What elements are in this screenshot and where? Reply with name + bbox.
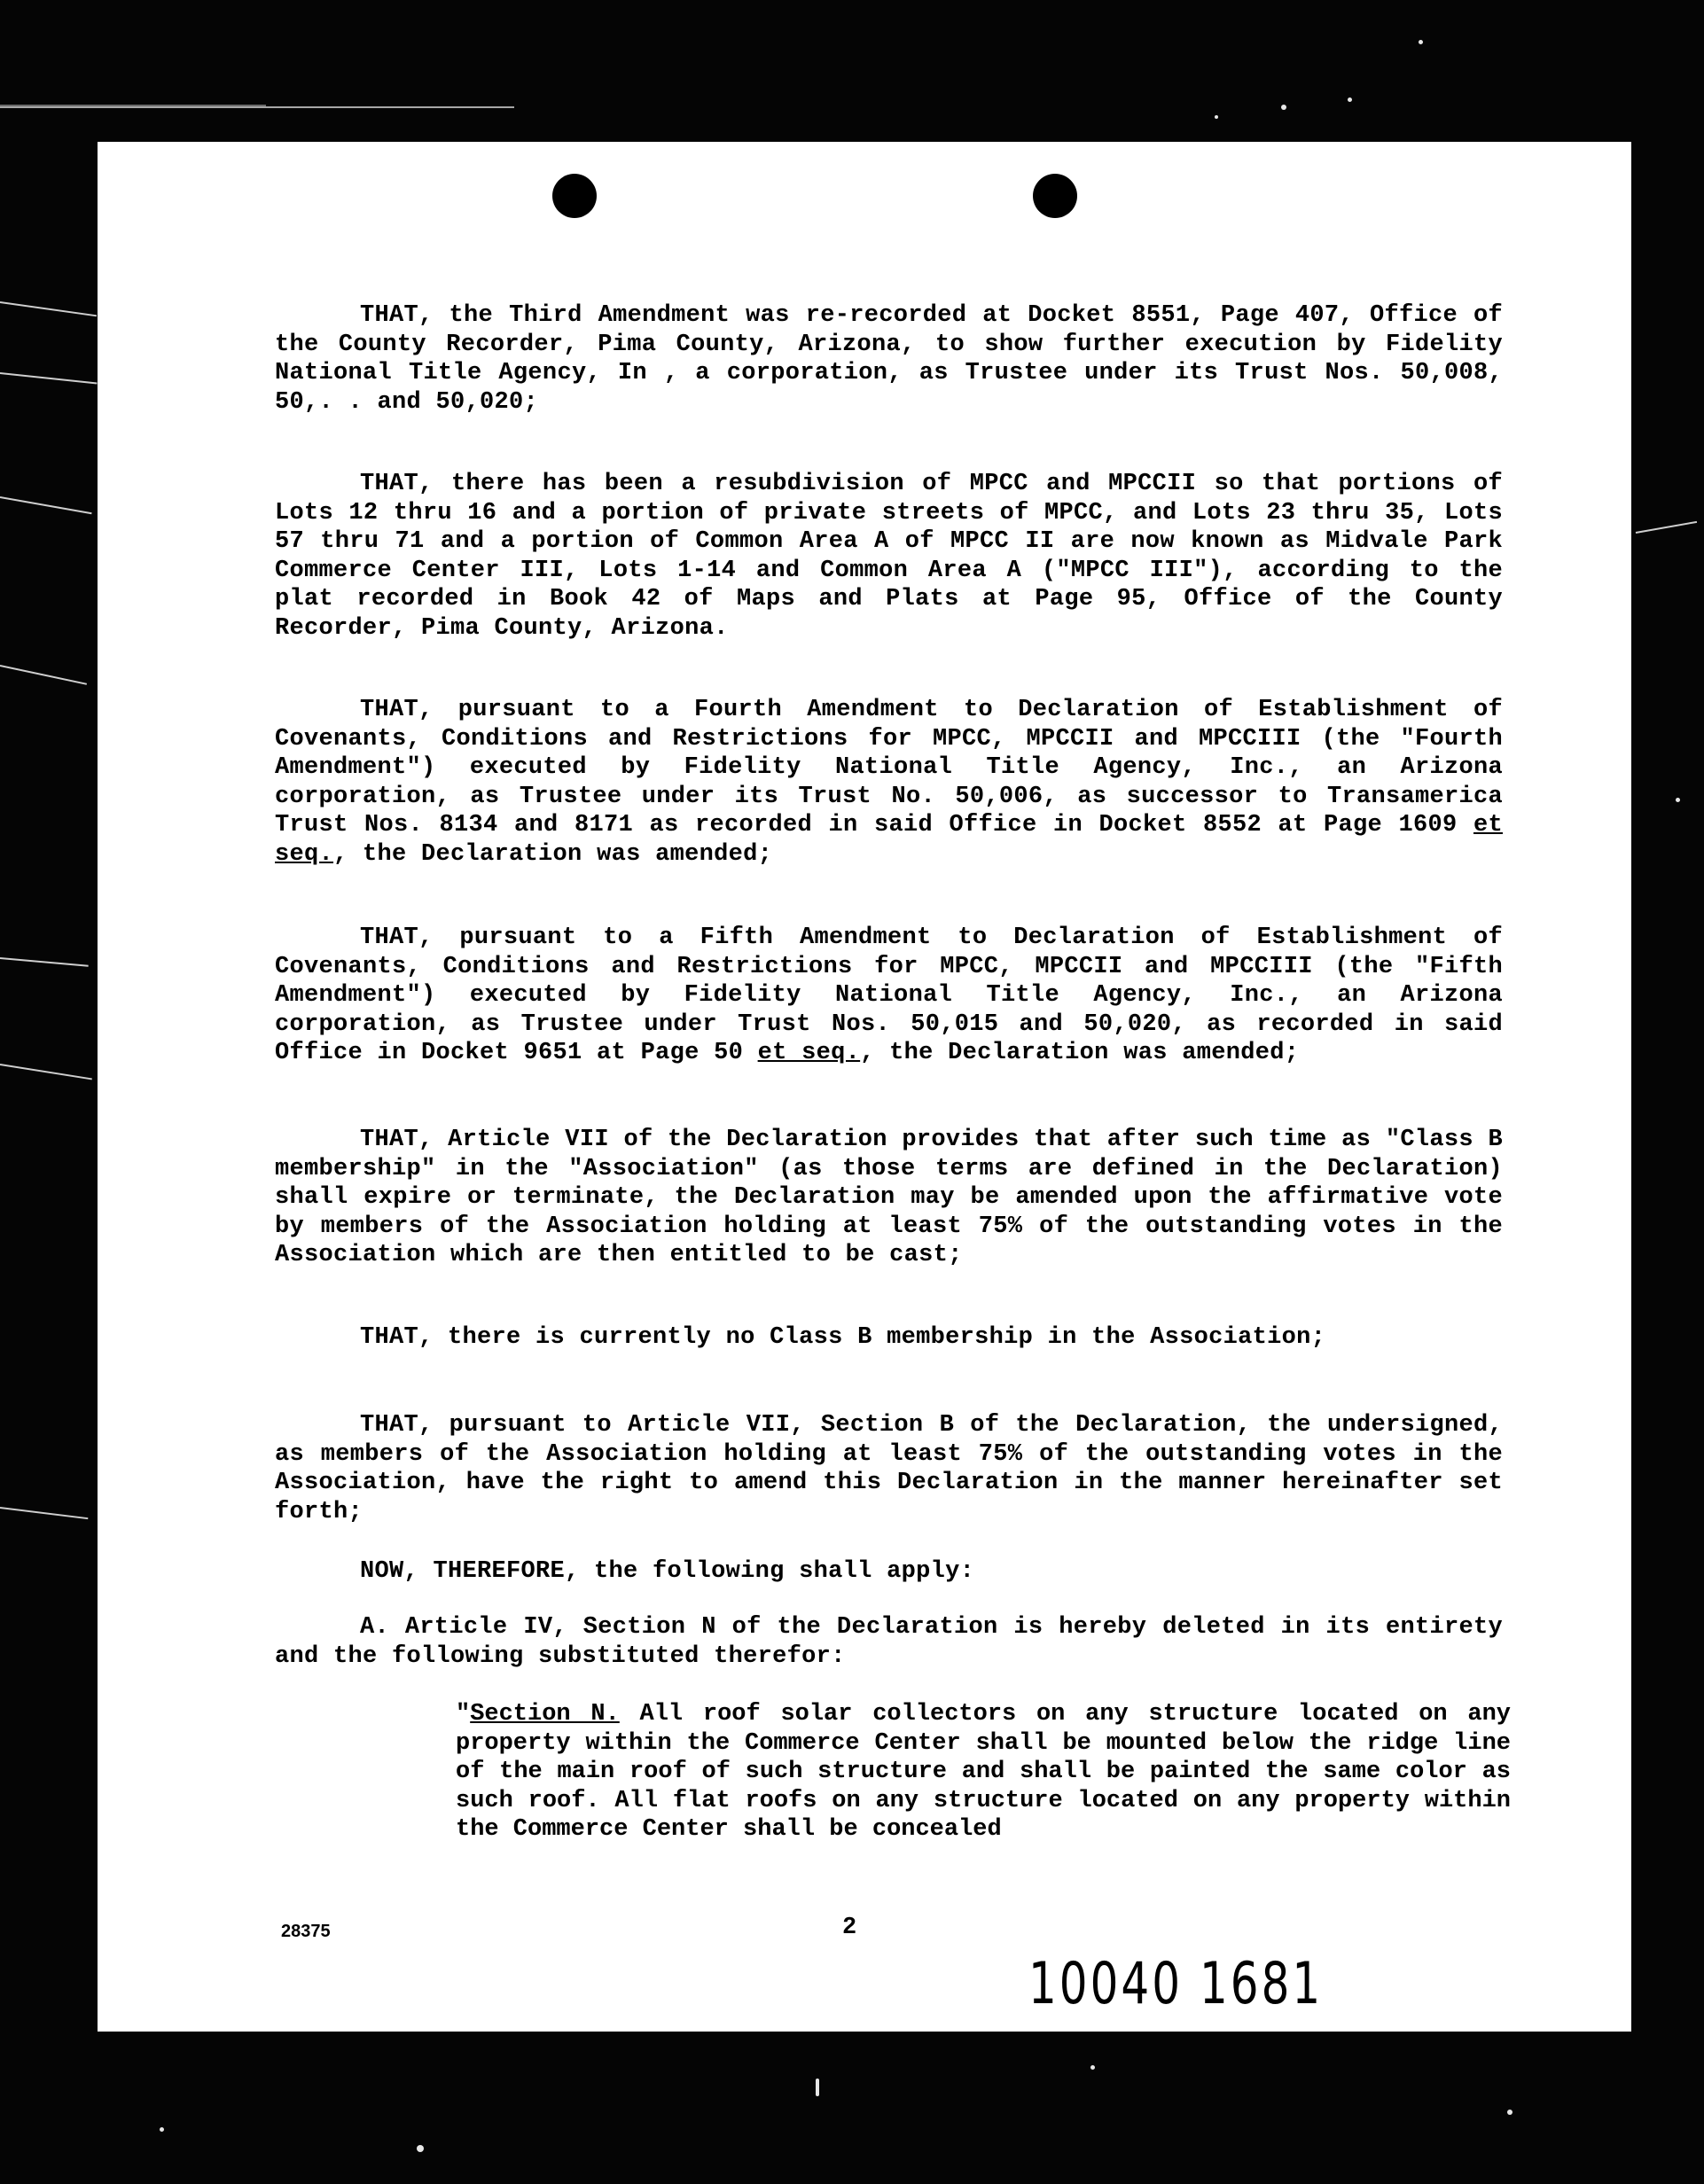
- section-heading: Section N.: [470, 1701, 620, 1728]
- paragraph-text: THAT, Article VII of the Declaration provides that after such time as "Class B membership" in the "Association" (as those terms are defined in the Declaration) shall expire or terminate, the Declaration may be amended upon the affirmative vote by members of the Association holding at least 75% of the outstanding votes in the Association which are then entitled to be cast;: [275, 1127, 1503, 1268]
- quote-body: All roof solar collectors on any structure located on any property within the Commerce Center shall be mounted below the ridge line of the main roof of such structure and shall be painted the same color as such roof. All flat roofs on any structure located on any property within the Commerce Center shall be concealed: [456, 1701, 1511, 1843]
- paragraph-text: THAT, there has been a resubdivision of MPCC and MPCCII so that portions of Lots 12 thru 16 and a portion of private streets of MPCC, and Lots 23 thru 35, Lots 57 thru 71 and a portion of Common Area A of MPCC II are now known as Midvale Park Commerce Center III, Lots 1-14 and Common Area A ("MPCC III"), according to the plat recorded in Book 42 of Maps and Plats at Page 95, Office of the County Recorder, Pima County, Arizona.: [275, 471, 1503, 642]
- paragraph-body: THAT, pursuant to a Fifth Amendment to Declaration of Establishment of Covenants, Conditions and Restrictions for MPCC, MPCCII and MPCCIII (the "Fifth Amendment") executed by Fidelity National Title Agency, Inc., an Arizona corporation, as Trustee under Trust Nos. 50,015 and 50,020, as recorded in said Office in Docket 9651 at Page 50: [275, 924, 1503, 1066]
- punch-hole: [1033, 174, 1077, 218]
- et-seq-underlined: et seq.: [757, 1040, 861, 1066]
- paragraph-1: [275, 301, 1503, 417]
- paragraph-text: THAT, pursuant to Article VII, Section B of the Declaration, the undersigned, as members of the Association holding at least 75% of the outstanding votes in the Association, have the right to amend this Declaration in the manner hereinafter set forth;: [275, 1412, 1503, 1525]
- paragraph-3: [275, 696, 1503, 869]
- paragraph-text: THAT, the Third Amendment was re-recorded at Docket 8551, Page 407, Office of the County Recorder, Pima County, Arizona, to show further execution by Fidelity National Title Agency, In , a corporation, as Trustee under its Trust Nos. 50,008, 50,. . and 50,020;: [275, 302, 1503, 416]
- paragraph-4: [275, 924, 1503, 1068]
- paragraph-9: [275, 1613, 1503, 1671]
- paragraph-7: [275, 1411, 1503, 1526]
- paragraph-tail: , the Declaration was amended;: [333, 840, 773, 868]
- punch-hole: [552, 174, 597, 218]
- paragraph-6: [275, 1323, 1503, 1353]
- docket-page-stamp: 10040 1681: [1028, 1950, 1324, 2017]
- section-n-quote: [456, 1700, 1511, 1845]
- paragraph-tail: , the Declaration was amended;: [860, 1040, 1300, 1066]
- paragraph-body: THAT, pursuant to a Fourth Amendment to Declaration of Establishment of Covenants, Conditions and Restrictions for MPCC, MPCCII and MPCCIII (the "Fourth Amendment") executed by Fidelity National Title Agency, Inc., an Arizona corporation, as Trustee under its Trust No. 50,006, as successor to Transamerica Trust Nos. 8134 and 8171 as recorded in said Office in Docket 8552 at Page 1609: [275, 697, 1503, 838]
- paragraph-text: A. Article IV, Section N of the Declaration is hereby deleted in its entirety and the following substituted therefor:: [275, 1614, 1503, 1670]
- quote-mark: ": [456, 1701, 471, 1728]
- scanned-page: [98, 142, 1631, 2032]
- paragraph-text: NOW, THEREFORE, the following shall apply:: [360, 1558, 975, 1585]
- page-number: 2: [842, 1915, 857, 1941]
- paragraph-8: [275, 1557, 1503, 1587]
- quote-text: [456, 1700, 1511, 1845]
- paragraph-text: [275, 924, 1503, 1068]
- paragraph-text: THAT, there is currently no Class B membership in the Association;: [360, 1324, 1326, 1351]
- paragraph-2: [275, 470, 1503, 643]
- et-seq-underlined: et seq.: [275, 812, 1503, 868]
- document-code: 28375: [281, 1922, 331, 1941]
- paragraph-5: [275, 1126, 1503, 1270]
- paragraph-text: [275, 696, 1503, 869]
